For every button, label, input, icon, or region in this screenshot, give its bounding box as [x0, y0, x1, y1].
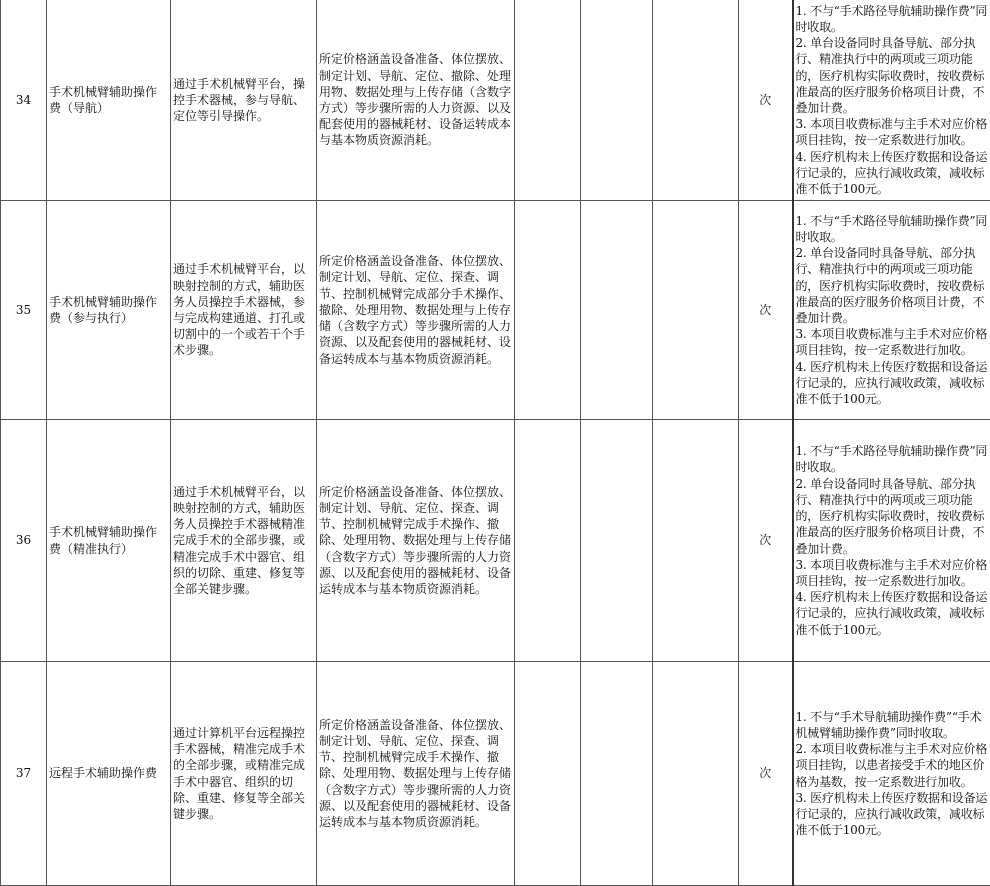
empty-cell: [581, 420, 653, 662]
table-row: [1, 662, 990, 886]
item-number: 35: [1, 201, 47, 420]
empty-cell: [653, 201, 739, 420]
note-line: 1. 不与“手术路径导航辅助操作费”同时收取。: [796, 213, 989, 245]
empty-cell: [515, 420, 581, 662]
item-number: 34: [1, 0, 47, 201]
empty-cell: [515, 0, 581, 201]
empty-cell: [653, 0, 739, 201]
item-name: 手术机械臂辅助操作费（参与执行）: [47, 201, 171, 420]
note-line: 3. 本项目收费标准与主手术对应价格项目挂钩，按一定系数进行加收。: [796, 557, 989, 589]
item-name: 手术机械臂辅助操作费（导航）: [47, 0, 171, 201]
notes-cell: [793, 662, 990, 886]
item-number: 37: [1, 662, 47, 886]
empty-cell: [581, 0, 653, 201]
table-row: [1, 0, 990, 201]
notes-cell: [793, 0, 990, 201]
note-line: 2. 单台设备同时具备导航、部分执行、精准执行中的两项或三项功能的，医疗机构实际收费时，按收费标准最高的医疗服务价格项目计费，不叠加计费。: [796, 35, 989, 116]
pricing-unit: 次: [739, 420, 793, 662]
note-line: 4. 医疗机构未上传医疗数据和设备运行记录的，应执行减收政策，减收标准不低于100元。: [796, 589, 989, 638]
note-line: 3. 本项目收费标准与主手术对应价格项目挂钩，按一定系数进行加收。: [796, 116, 989, 148]
note-line: 4. 医疗机构未上传医疗数据和设备运行记录的，应执行减收政策，减收标准不低于100元。: [796, 359, 989, 408]
empty-cell: [581, 662, 653, 886]
empty-cell: [515, 201, 581, 420]
note-line: 2. 单台设备同时具备导航、部分执行、精准执行中的两项或三项功能的，医疗机构实际收费时，按收费标准最高的医疗服务价格项目计费，不叠加计费。: [796, 476, 989, 557]
note-line: 2. 单台设备同时具备导航、部分执行、精准执行中的两项或三项功能的，医疗机构实际收费时，按收费标准最高的医疗服务价格项目计费，不叠加计费。: [796, 245, 989, 326]
notes-cell: [793, 201, 990, 420]
price-scope: 所定价格涵盖设备准备、体位摆放、制定计划、导航、定位、撤除、处理用物、数据处理与上传存储（含数字方式）等步骤所需的人力资源、以及配套使用的器械耗材、设备运转成本与基本物质资源消耗。: [317, 0, 515, 201]
item-number: 36: [1, 420, 47, 662]
service-content: 通过手术机械臂平台，以映射控制的方式，辅助医务人员操控手术器械精准完成手术的全部步骤，或精准完成手术中器官、组织的切除、重建、修复等全部关键步骤。: [171, 420, 317, 662]
service-content: 通过手术机械臂平台，操控手术器械，参与导航、定位等引导操作。: [171, 0, 317, 201]
table-row: [1, 201, 990, 420]
service-content: 通过计算机平台远程操控手术器械，精准完成手术的全部步骤，或精准完成手术中器官、组织的切除、重建、修复等全部关键步骤。: [171, 662, 317, 886]
price-scope: 所定价格涵盖设备准备、体位摆放、制定计划、导航、定位、探查、调节、控制机械臂完成手术操作、撤除、处理用物、数据处理与上传存储（含数字方式）等步骤所需的人力资源、以及配套使用的器械耗材、设备运转成本与基本物质资源消耗。: [317, 420, 515, 662]
service-content: 通过手术机械臂平台，以映射控制的方式，辅助医务人员操控手术器械，参与完成构建通道、打孔或切割中的一个或若干个手术步骤。: [171, 201, 317, 420]
note-line: 2. 本项目收费标准与主手术对应价格项目挂钩，以患者接受手术的地区价格为基数，按一定系数进行加收。: [796, 741, 989, 790]
notes-cell: [793, 420, 990, 662]
pricing-unit: 次: [739, 0, 793, 201]
empty-cell: [581, 201, 653, 420]
empty-cell: [515, 662, 581, 886]
price-scope: 所定价格涵盖设备准备、体位摆放、制定计划、导航、定位、探查、调节、控制机械臂完成部分手术操作、撤除、处理用物、数据处理与上传存储（含数字方式）等步骤所需的人力资源、以及配套使用的器械耗材、设备运转成本与基本物质资源消耗。: [317, 201, 515, 420]
item-name: 手术机械臂辅助操作费（精准执行）: [47, 420, 171, 662]
empty-cell: [653, 420, 739, 662]
item-name: 远程手术辅助操作费: [47, 662, 171, 886]
note-line: 3. 医疗机构未上传医疗数据和设备运行记录的，应执行减收政策，减收标准不低于100元。: [796, 790, 989, 839]
pricing-unit: 次: [739, 201, 793, 420]
empty-cell: [653, 662, 739, 886]
note-line: 1. 不与“手术路径导航辅助操作费”同时收取。: [796, 3, 989, 35]
note-line: 3. 本项目收费标准与主手术对应价格项目挂钩，按一定系数进行加收。: [796, 326, 989, 358]
price-scope: 所定价格涵盖设备准备、体位摆放、制定计划、导航、定位、探查、调节、控制机械臂完成手术操作、撤除、处理用物、数据处理与上传存储（含数字方式）等步骤所需的人力资源、以及配套使用的器械耗材、设备运转成本与基本物质资源消耗。: [317, 662, 515, 886]
note-line: 1. 不与“手术导航辅助操作费”“手术机械臂辅助操作费”同时收取。: [796, 709, 989, 741]
note-line: 4. 医疗机构未上传医疗数据和设备运行记录的，应执行减收政策，减收标准不低于100元。: [796, 149, 989, 198]
note-line: 1. 不与“手术路径导航辅助操作费”同时收取。: [796, 443, 989, 475]
table-row: [1, 420, 990, 662]
pricing-unit: 次: [739, 662, 793, 886]
